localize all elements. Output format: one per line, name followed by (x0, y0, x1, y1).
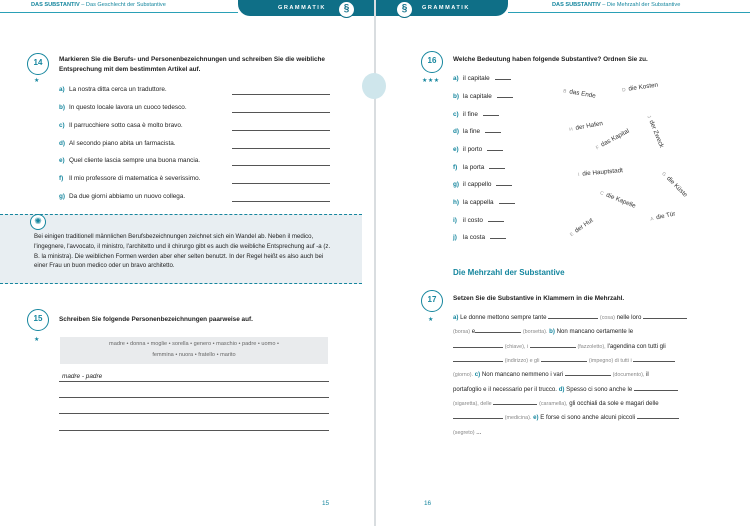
answer-blank[interactable] (530, 341, 576, 348)
exercise-item: a) il capitale (453, 75, 511, 82)
answer-blank[interactable] (487, 150, 503, 151)
difficulty-stars: ★ (428, 317, 434, 323)
answer-blank[interactable] (565, 369, 611, 376)
exercise-item: c) il fine (453, 111, 499, 118)
answer-blank[interactable] (495, 79, 511, 80)
paragraph-icon: § (338, 1, 355, 18)
exercise-item: d) Al secondo piano abita un farmacista. (59, 140, 176, 147)
running-head: DAS SUBSTANTIV – Das Geschlecht der Substantive (31, 2, 166, 8)
meaning-card: I die Hauptstadt (577, 167, 624, 178)
meaning-card: D die Kosten (621, 81, 659, 94)
meaning-card: Jder Zweck (645, 114, 665, 149)
answer-line[interactable] (232, 183, 330, 184)
section-heading: Die Mehrzahl der Substantive (453, 268, 565, 277)
exercise-item: g) il cappello (453, 181, 512, 188)
exercise-item: i) il costo (453, 217, 504, 224)
exercise-item: h) la cappella (453, 199, 515, 206)
answer-line[interactable] (59, 430, 329, 431)
meaning-card: H der Hafen (568, 120, 604, 133)
word-bank-line: femmina • nuora • fratello • marito (152, 352, 236, 358)
meaning-card: Eder Hut (569, 216, 595, 239)
exercise-instruction: Schreiben Sie folgende Personenbezeichnungen paarweise auf. (59, 316, 253, 323)
answer-blank[interactable] (475, 326, 521, 333)
answer-blank[interactable] (633, 355, 675, 362)
exercise-instruction: Markieren Sie die Berufs- und Personenbezeichnungen und schreiben Sie die weibliche Entsprechung mit dem bestimmten Artikel auf. (59, 56, 325, 73)
answer-blank[interactable] (488, 221, 504, 222)
answer-line[interactable] (59, 381, 329, 382)
answer-line[interactable] (59, 397, 329, 398)
meaning-card: Adie Tür (649, 210, 677, 223)
grammatik-banner: GRAMMATIK (238, 0, 374, 16)
answer-line[interactable] (232, 112, 330, 113)
exercise-instruction: Welche Bedeutung haben folgende Substantive? Ordnen Sie zu. (453, 56, 648, 63)
info-text: Bei einigen traditionell männlichen Berufsbezeichnungen zeichnet sich ein Wandel ab. Neben il medico, l'ingegnere, l'avvocato, il ministro, l'architetto und il chirurgo gibt es auch die weibliche Entsprechung auf -a (z. B. la ministra). Die weiblichen Formen werden aber eher selten benutzt. In der Regel heißt es also auch bei einer Frau un buon medico oder un bravo architetto. (34, 233, 331, 270)
answer-blank[interactable] (493, 398, 537, 405)
page-number: 15 (322, 500, 330, 507)
running-head: DAS SUBSTANTIV – Die Mehrzahl der Substantive (552, 2, 681, 8)
header-rule (508, 12, 750, 13)
answer-blank[interactable] (499, 203, 515, 204)
answer-blank[interactable] (634, 384, 678, 391)
answer-line[interactable] (232, 201, 330, 202)
answer-line[interactable] (232, 165, 330, 166)
answer-blank[interactable] (643, 312, 687, 319)
exercise-text: a) Le donne mettono sempre tante (cosa) nelle loro (borsa) e (borsetta). b) Non mancano certamente le (chiave), i (fazzoletto), l'agendina con tutti gli (indirizzo) e gli (impegno) di tutti i (giorno). c) Non mancano nemmeno i vari (documento), il portafoglio e il necessario per il trucco. d) Spesso ci sono anche le (sigaretta), delle (caramella), gli occhiali da sole e magari delle (medicina). e) E forse ci sono anche alcuni piccoli (segreto) ... (453, 311, 720, 440)
paragraph-icon: § (396, 1, 413, 18)
exercise-item: f) la porta (453, 164, 505, 171)
exercise-item: g) Da due giorni abbiamo un nuovo collega. (59, 193, 186, 200)
difficulty-stars: ★ (34, 337, 40, 343)
answer-blank[interactable] (637, 412, 679, 419)
header-rule (0, 12, 238, 13)
exercise-item: d) la fine (453, 128, 501, 135)
answer-blank[interactable] (497, 97, 513, 98)
answer-blank[interactable] (490, 238, 506, 239)
grammatik-banner: GRAMMATIK (376, 0, 508, 16)
difficulty-stars: ★ (34, 78, 40, 84)
answer-blank[interactable] (496, 185, 512, 186)
word-bank-line: madre • donna • moglie • sorella • genero • maschio • padre • uomo • (109, 341, 279, 347)
word-bank (60, 337, 328, 364)
answer-line[interactable] (59, 413, 329, 414)
meaning-card: B das Ende (562, 88, 597, 100)
meaning-card: Cdie Kapelle (599, 191, 637, 210)
exercise-number: 17 (421, 290, 443, 312)
exercise-number: 14 (27, 53, 49, 75)
answer-blank[interactable] (483, 115, 499, 116)
exercise-item: b) In questo locale lavora un cuoco tedesco. (59, 104, 187, 111)
answer-blank[interactable] (489, 168, 505, 169)
meaning-card: Gdie Küste (660, 171, 689, 199)
exercise-item: e) Quel cliente lascia sempre una buona mancia. (59, 157, 201, 164)
page-number: 16 (424, 500, 432, 507)
exercise-item: c) Il parrucchiere sotto casa è molto bravo. (59, 122, 183, 129)
left-page (0, 0, 374, 526)
exercise-item: b) la capitale (453, 93, 513, 100)
exercise-item: e) il porto (453, 146, 503, 153)
answer-blank[interactable] (548, 312, 598, 319)
answer-blank[interactable] (453, 355, 503, 362)
answer-blank[interactable] (541, 355, 587, 362)
difficulty-stars: ★★★ (422, 78, 440, 84)
answer-line[interactable] (232, 130, 330, 131)
exercise-item: a) La nostra ditta cerca un traduttore. (59, 86, 167, 93)
meaning-card: Fdas Kapital (595, 127, 631, 152)
answer-line[interactable] (232, 148, 330, 149)
exercise-item: f) Il mio professore di matematica è severissimo. (59, 175, 201, 182)
exercise-number: 15 (27, 309, 49, 331)
answer-blank[interactable] (453, 341, 503, 348)
answer-blank[interactable] (453, 412, 503, 419)
answer-line[interactable] (232, 94, 330, 95)
answer-blank[interactable] (485, 132, 501, 133)
lightbulb-icon: ✺ (30, 214, 46, 230)
exercise-instruction: Setzen Sie die Substantive in Klammern in die Mehrzahl. (453, 295, 625, 302)
exercise-item: j) la costa (453, 234, 506, 241)
example-answer: madre - padre (62, 373, 103, 380)
exercise-number: 16 (421, 51, 443, 73)
